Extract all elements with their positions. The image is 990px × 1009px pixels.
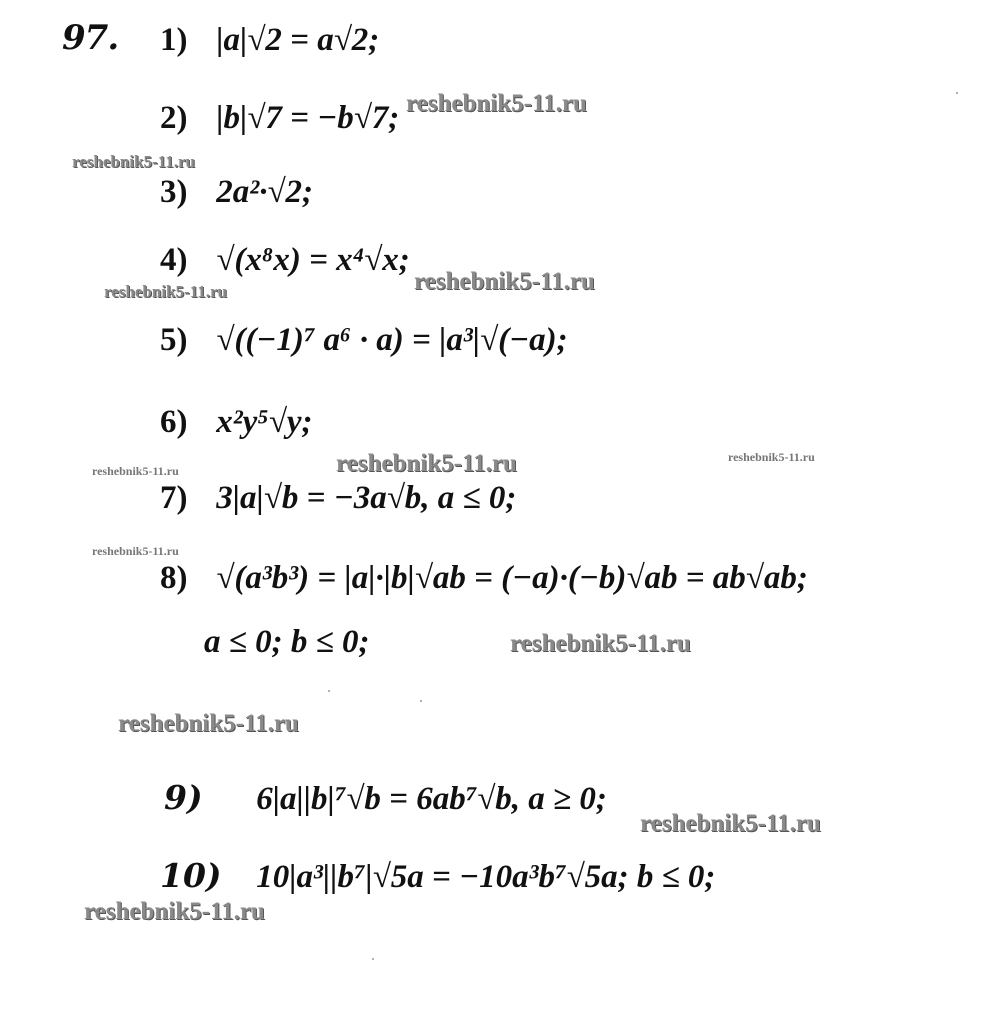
line-4-expression: √(x⁸x) = x⁴√x; [216, 242, 410, 278]
line-8-expression: √(a³b³) = |a|·|b|√ab = (−a)·(−b)√ab = ab√ab; [216, 560, 808, 596]
scan-speck [328, 690, 330, 692]
watermark: reshebnik5-11.ru [104, 282, 227, 301]
watermark: reshebnik5-11.ru [92, 544, 179, 558]
line-1-number: 1) [160, 22, 188, 58]
line-5-number: 5) [160, 322, 188, 358]
line-1 [160, 22, 379, 59]
line-9-expression: 6|a||b|⁷√b = 6ab⁷√b, a ≥ 0; [256, 781, 607, 817]
scan-speck [420, 700, 422, 702]
watermark: reshebnik5-11.ru [406, 90, 587, 117]
line-3-number: 3) [160, 174, 188, 210]
line-3-expression: 2a²·√2; [216, 174, 313, 210]
line-4-number: 4) [160, 242, 188, 278]
scan-speck [956, 92, 958, 94]
line-2 [160, 100, 399, 137]
line-5 [160, 322, 568, 359]
watermark: reshebnik5-11.ru [510, 630, 691, 657]
line-5-expression: √((−1)⁷ a⁶ · a) = |a³|√(−a); [216, 322, 568, 358]
line-3 [160, 174, 313, 211]
line-8 [160, 560, 808, 597]
line-8-condition [204, 624, 369, 661]
line-9-number: 9) [164, 778, 203, 817]
line-10-expression: 10|a³||b⁷|√5a = −10a³b⁷√5a; b ≤ 0; [256, 859, 716, 895]
watermark: reshebnik5-11.ru [84, 898, 265, 925]
scan-speck [372, 958, 374, 960]
line-6-expression: x²y⁵√y; [216, 404, 313, 440]
line-10-number: 10) [160, 856, 222, 895]
line-6 [160, 404, 313, 441]
line-8-number: 8) [160, 560, 188, 596]
watermark: reshebnik5-11.ru [118, 710, 299, 737]
watermark: reshebnik5-11.ru [414, 268, 595, 295]
line-7-number: 7) [160, 480, 188, 516]
watermark: reshebnik5-11.ru [640, 810, 821, 837]
line-8-condition-expression: a ≤ 0; b ≤ 0; [204, 624, 370, 660]
problem-number: 97. [62, 18, 119, 58]
line-1-expression: |a|√2 = a√2; [216, 22, 380, 58]
watermark: reshebnik5-11.ru [728, 450, 815, 464]
watermark: reshebnik5-11.ru [336, 450, 517, 477]
watermark: reshebnik5-11.ru [92, 464, 179, 478]
line-2-expression: |b|√7 = −b√7; [216, 100, 400, 136]
line-2-number: 2) [160, 100, 188, 136]
line-4 [160, 242, 410, 279]
line-10 [160, 856, 715, 896]
line-9 [164, 778, 607, 818]
line-7 [160, 480, 516, 517]
watermark: reshebnik5-11.ru [72, 152, 195, 171]
line-6-number: 6) [160, 404, 188, 440]
line-7-expression: 3|a|√b = −3a√b, a ≤ 0; [216, 480, 517, 516]
